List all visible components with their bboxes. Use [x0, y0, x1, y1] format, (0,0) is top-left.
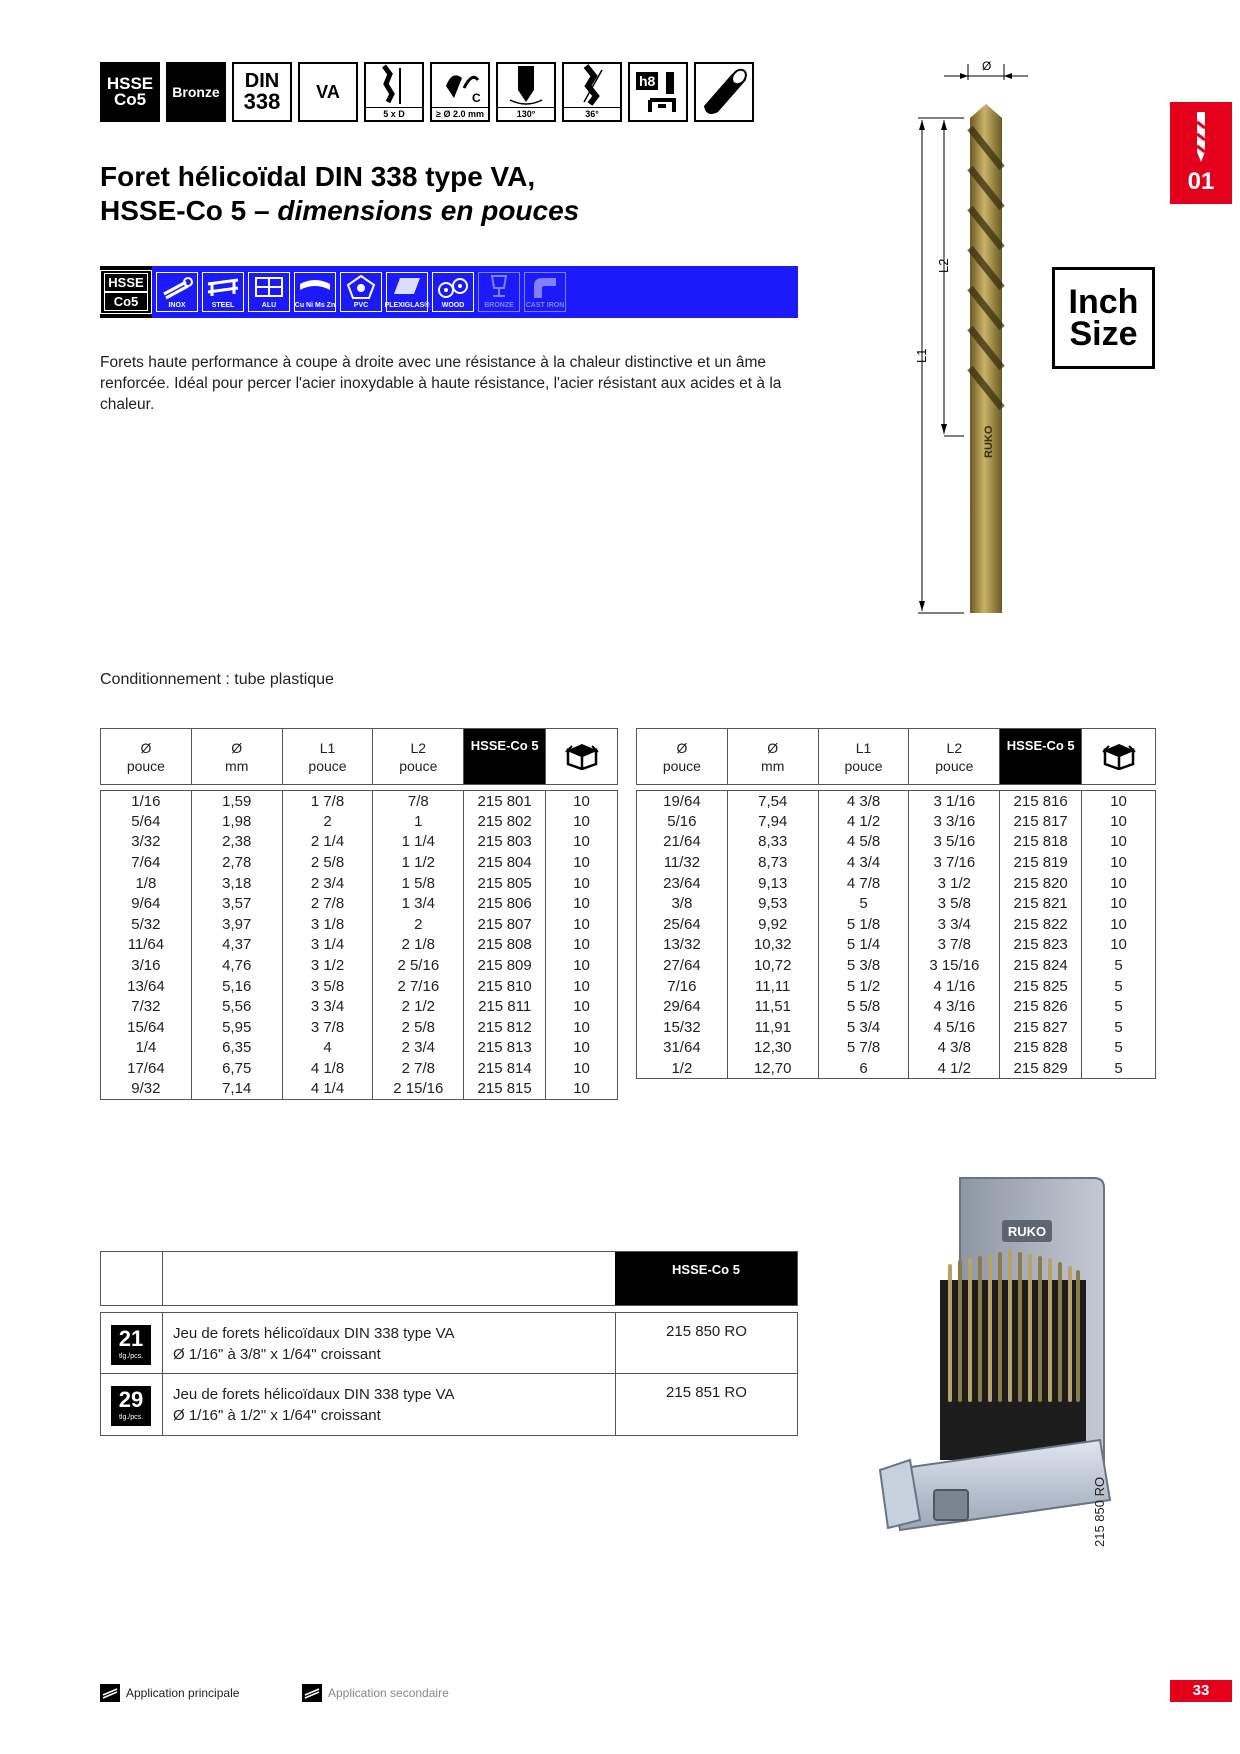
cell-l1: 2 3/4 [282, 873, 373, 894]
cell-dia-inch: 31/64 [637, 1038, 728, 1059]
table-row [101, 791, 618, 812]
cell-dia-mm: 7,94 [727, 811, 818, 832]
cell-article-no: 215 808 [464, 935, 546, 956]
cell-dia-mm: 12,70 [727, 1058, 818, 1079]
cell-pack-qty: 10 [1082, 914, 1156, 935]
cell-article-no: 215 813 [464, 1038, 546, 1059]
cell-dia-inch: 7/32 [101, 996, 192, 1017]
cell-dia-inch: 5/16 [637, 811, 728, 832]
table-row [101, 1058, 618, 1079]
cell-dia-inch: 11/64 [101, 935, 192, 956]
cell-dia-inch: 3/32 [101, 832, 192, 853]
cell-dia-inch: 1/2 [637, 1058, 728, 1079]
table-row [637, 1038, 1156, 1059]
cell-pack-qty: 10 [1082, 832, 1156, 853]
cell-l1: 4 5/8 [818, 832, 909, 853]
cell-dia-mm: 1,98 [191, 811, 282, 832]
pvc-icon [344, 274, 378, 300]
cell-pack-qty: 10 [546, 996, 618, 1017]
cell-pack-qty: 10 [546, 893, 618, 914]
cell-dia-inch: 15/32 [637, 1017, 728, 1038]
cell-l1: 3 1/4 [282, 935, 373, 956]
material-alu: ALU [248, 272, 290, 312]
cell-article-no: 215 821 [1000, 893, 1082, 914]
cell-pack-qty: 10 [546, 791, 618, 812]
cell-l2: 2 [373, 914, 464, 935]
table-row [637, 955, 1156, 976]
table-row [101, 893, 618, 914]
cell-pack-qty: 5 [1082, 1038, 1156, 1059]
table-row [637, 811, 1156, 832]
cell-l1: 2 7/8 [282, 893, 373, 914]
cell-pack-qty: 10 [546, 873, 618, 894]
cell-dia-inch: 7/16 [637, 976, 728, 997]
badge-hsse-co5: HSSE Co5 [100, 62, 160, 122]
cell-l1: 4 1/8 [282, 1058, 373, 1079]
material-nonferrous: Cu Ni Ms Zn [294, 272, 336, 312]
material-inox: INOX [156, 272, 198, 312]
inch-size-badge: Inch Size [1052, 267, 1155, 369]
cell-pack-qty: 10 [1082, 811, 1156, 832]
cell-l1: 3 5/8 [282, 976, 373, 997]
cell-dia-mm: 2,78 [191, 852, 282, 873]
badge-helix-angle: 36° [562, 62, 622, 122]
cell-l2: 4 3/8 [909, 1038, 1000, 1059]
cell-l1: 5 5/8 [818, 996, 909, 1017]
set-qty-badge: 29 tlg./pcs. [101, 1374, 163, 1435]
dimension-table-right [636, 728, 1156, 1079]
cell-dia-mm: 11,11 [727, 976, 818, 997]
cell-l2: 3 1/16 [909, 791, 1000, 812]
cell-l1: 4 3/8 [818, 791, 909, 812]
cell-l2: 2 15/16 [373, 1079, 464, 1100]
table-row [637, 1017, 1156, 1038]
badge-bronze: Bronze [166, 62, 226, 122]
cell-pack-qty: 10 [1082, 893, 1156, 914]
cell-dia-inch: 15/64 [101, 1017, 192, 1038]
cell-article-no: 215 814 [464, 1058, 546, 1079]
cell-l2: 1 1/4 [373, 832, 464, 853]
cell-dia-mm: 4,76 [191, 955, 282, 976]
cell-dia-mm: 3,18 [191, 873, 282, 894]
cell-l1: 5 1/4 [818, 935, 909, 956]
set-description: Jeu de forets hélicoïdaux DIN 338 type VA Ø 1/16" à 3/8" x 1/64" croissant [173, 1325, 455, 1363]
cell-dia-mm: 3,57 [191, 893, 282, 914]
cell-l2: 3 7/16 [909, 852, 1000, 873]
cell-dia-mm: 11,91 [727, 1017, 818, 1038]
cylindrical-shank-icon [696, 66, 752, 118]
col-l2: L2 pouce [373, 729, 464, 785]
cell-l1: 5 7/8 [818, 1038, 909, 1059]
cell-pack-qty: 10 [546, 852, 618, 873]
cell-dia-inch: 29/64 [637, 996, 728, 1017]
cell-article-no: 215 822 [1000, 914, 1082, 935]
cell-dia-mm: 2,38 [191, 832, 282, 853]
legend-primary-application: Application principale [100, 1684, 239, 1702]
cell-l1: 6 [818, 1058, 909, 1079]
table-row [101, 873, 618, 894]
cell-dia-inch: 21/64 [637, 832, 728, 853]
set-qty-badge: 21 tlg./pcs. [101, 1313, 163, 1373]
cell-pack-qty: 10 [1082, 873, 1156, 894]
section-tab: 01 [1170, 102, 1232, 204]
material-band-hsse-badge: HSSE Co5 [100, 266, 152, 318]
material-cast-iron: CAST IRON [524, 272, 566, 312]
table-row [637, 832, 1156, 853]
cell-l2: 3 1/2 [909, 873, 1000, 894]
wood-icon [436, 274, 470, 300]
cell-dia-inch: 23/64 [637, 873, 728, 894]
cast-iron-icon [528, 274, 562, 300]
cell-l1: 4 [282, 1038, 373, 1059]
set-article-code: 215 850 RO [615, 1313, 797, 1373]
drill-length-icon [366, 64, 422, 108]
table-row [101, 811, 618, 832]
cell-pack-qty: 10 [546, 955, 618, 976]
cell-l1: 3 3/4 [282, 996, 373, 1017]
cell-dia-inch: 1/16 [101, 791, 192, 812]
cell-pack-qty: 10 [1082, 791, 1156, 812]
self-centering-icon [432, 64, 488, 108]
cell-l1: 4 1/4 [282, 1079, 373, 1100]
cell-l2: 2 3/4 [373, 1038, 464, 1059]
cell-dia-mm: 5,56 [191, 996, 282, 1017]
cell-dia-mm: 12,30 [727, 1038, 818, 1059]
package-box-icon [564, 740, 600, 770]
product-image-code: 215 850 RO [1092, 1476, 1107, 1547]
cell-dia-mm: 8,33 [727, 832, 818, 853]
table-row [101, 955, 618, 976]
table-row [101, 996, 618, 1017]
set-description: Jeu de forets hélicoïdaux DIN 338 type VA Ø 1/16" à 1/2" x 1/64" croissant [173, 1386, 455, 1424]
cell-dia-mm: 6,35 [191, 1038, 282, 1059]
cell-dia-mm: 6,75 [191, 1058, 282, 1079]
cell-l1: 2 [282, 811, 373, 832]
col-l1: L1 pouce [818, 729, 909, 785]
cell-pack-qty: 5 [1082, 955, 1156, 976]
col-pack-qty [1082, 729, 1156, 785]
cell-dia-inch: 5/64 [101, 811, 192, 832]
cell-dia-mm: 7,54 [727, 791, 818, 812]
badge-point-angle: 130° [496, 62, 556, 122]
cell-pack-qty: 10 [1082, 852, 1156, 873]
steel-icon [206, 274, 240, 300]
badge-din338: DIN 338 [232, 62, 292, 122]
svg-text:L1: L1 [914, 348, 929, 363]
cell-l2: 3 5/16 [909, 832, 1000, 853]
cell-l2: 4 5/16 [909, 1017, 1000, 1038]
cell-pack-qty: 10 [546, 1017, 618, 1038]
col-material: HSSE-Co 5 [464, 729, 546, 785]
secondary-application-icon [302, 1684, 322, 1702]
cell-l1: 3 1/8 [282, 914, 373, 935]
drill-bit-icon [1170, 108, 1232, 168]
cell-article-no: 215 826 [1000, 996, 1082, 1017]
cell-l2: 3 3/4 [909, 914, 1000, 935]
cell-article-no: 215 816 [1000, 791, 1082, 812]
cell-dia-mm: 8,73 [727, 852, 818, 873]
badge-cylindrical-shank [694, 62, 754, 122]
svg-text:RUKO: RUKO [983, 425, 995, 458]
cell-dia-inch: 9/32 [101, 1079, 192, 1100]
table-row [101, 976, 618, 997]
cell-dia-inch: 13/32 [637, 935, 728, 956]
col-dia-mm: Ø mm [727, 729, 818, 785]
primary-application-icon [100, 1684, 120, 1702]
cell-dia-mm: 11,51 [727, 996, 818, 1017]
cell-pack-qty: 10 [546, 914, 618, 935]
table-row [637, 935, 1156, 956]
cell-dia-mm: 10,32 [727, 935, 818, 956]
cell-dia-mm: 7,14 [191, 1079, 282, 1100]
cell-dia-mm: 9,13 [727, 873, 818, 894]
table-row [101, 914, 618, 935]
cell-dia-mm: 9,53 [727, 893, 818, 914]
table-row [637, 996, 1156, 1017]
drill-set-case-image [860, 1170, 1120, 1550]
svg-text:Ø: Ø [982, 59, 992, 73]
table-row [637, 873, 1156, 894]
svg-text:C: C [472, 91, 481, 105]
cell-dia-mm: 5,16 [191, 976, 282, 997]
cell-dia-mm: 1,59 [191, 791, 282, 812]
cell-pack-qty: 10 [1082, 935, 1156, 956]
cell-dia-inch: 25/64 [637, 914, 728, 935]
cell-article-no: 215 809 [464, 955, 546, 976]
plexiglas-icon [390, 274, 424, 300]
cell-article-no: 215 804 [464, 852, 546, 873]
cell-l1: 5 3/4 [818, 1017, 909, 1038]
cell-pack-qty: 10 [546, 976, 618, 997]
cell-dia-mm: 4,37 [191, 935, 282, 956]
cell-l2: 4 1/2 [909, 1058, 1000, 1079]
cell-dia-inch: 9/64 [101, 893, 192, 914]
cell-dia-inch: 7/64 [101, 852, 192, 873]
point-angle-icon [498, 64, 554, 108]
cell-pack-qty: 5 [1082, 976, 1156, 997]
table-row [101, 1038, 618, 1059]
cell-l2: 4 1/16 [909, 976, 1000, 997]
badge-tolerance-h8: h8 [628, 62, 688, 122]
material-band [100, 266, 798, 318]
cell-article-no: 215 806 [464, 893, 546, 914]
cell-l2: 3 7/8 [909, 935, 1000, 956]
cell-l2: 2 5/8 [373, 1017, 464, 1038]
cell-l1: 5 1/2 [818, 976, 909, 997]
cell-pack-qty: 10 [546, 1038, 618, 1059]
cell-l2: 1 5/8 [373, 873, 464, 894]
table-row [637, 852, 1156, 873]
cell-article-no: 215 817 [1000, 811, 1082, 832]
cell-article-no: 215 824 [1000, 955, 1082, 976]
set-article-code: 215 851 RO [615, 1374, 797, 1435]
bronze-icon [482, 274, 516, 300]
material-steel: STEEL [202, 272, 244, 312]
cell-article-no: 215 819 [1000, 852, 1082, 873]
cell-article-no: 215 802 [464, 811, 546, 832]
cell-l2: 3 3/16 [909, 811, 1000, 832]
cell-dia-inch: 17/64 [101, 1058, 192, 1079]
cell-pack-qty: 10 [546, 811, 618, 832]
table-row [637, 791, 1156, 812]
cell-pack-qty: 10 [546, 935, 618, 956]
cell-l2: 1 [373, 811, 464, 832]
cell-dia-mm: 3,97 [191, 914, 282, 935]
svg-text:RUKO: RUKO [1007, 1224, 1047, 1239]
cell-article-no: 215 828 [1000, 1038, 1082, 1059]
cell-dia-inch: 1/8 [101, 873, 192, 894]
badge-centering: C ≥ Ø 2.0 mm [430, 62, 490, 122]
cell-article-no: 215 823 [1000, 935, 1082, 956]
sets-header-row [100, 1251, 798, 1306]
cell-l2: 4 3/16 [909, 996, 1000, 1017]
cell-l1: 5 [818, 893, 909, 914]
badge-type-va: VA [298, 62, 358, 122]
cell-article-no: 215 805 [464, 873, 546, 894]
cell-dia-inch: 19/64 [637, 791, 728, 812]
cell-l2: 2 7/8 [373, 1058, 464, 1079]
cell-pack-qty: 10 [546, 1079, 618, 1100]
set-row [100, 1374, 798, 1436]
set-row [100, 1312, 798, 1374]
material-wood: WOOD [432, 272, 474, 312]
page-title: Foret hélicoïdal DIN 338 type VA, HSSE-Co 5 – dimensions en pouces [100, 161, 580, 226]
product-description: Forets haute performance à coupe à droite avec une résistance à la chaleur distinctive et un âme renforcée. Idéal pour percer l'acier inoxydable à haute résistance, l'acier résistant aux acides et à la chaleur. [100, 354, 782, 413]
cell-l1: 1 7/8 [282, 791, 373, 812]
badge-length-ratio: 5 x D [364, 62, 424, 122]
cell-article-no: 215 815 [464, 1079, 546, 1100]
cell-l2: 2 5/16 [373, 955, 464, 976]
cell-l1: 4 1/2 [818, 811, 909, 832]
nonferrous-icon [298, 274, 332, 300]
cell-article-no: 215 803 [464, 832, 546, 853]
cell-pack-qty: 5 [1082, 1058, 1156, 1079]
cell-article-no: 215 829 [1000, 1058, 1082, 1079]
alu-icon [252, 274, 286, 300]
packaging-note: Conditionnement : tube plastique [100, 671, 334, 688]
cell-l2: 3 15/16 [909, 955, 1000, 976]
cell-l2: 2 1/8 [373, 935, 464, 956]
cell-article-no: 215 801 [464, 791, 546, 812]
cell-l2: 2 1/2 [373, 996, 464, 1017]
svg-text:L2: L2 [936, 258, 951, 273]
cell-l2: 3 5/8 [909, 893, 1000, 914]
sets-col-material: HSSE-Co 5 [615, 1252, 797, 1305]
cell-l1: 3 7/8 [282, 1017, 373, 1038]
col-dia-inch: Ø pouce [637, 729, 728, 785]
table-row [637, 976, 1156, 997]
legend-secondary-application: Application secondaire [302, 1684, 449, 1702]
cell-article-no: 215 811 [464, 996, 546, 1017]
cell-dia-mm: 9,92 [727, 914, 818, 935]
cell-l1: 2 5/8 [282, 852, 373, 873]
helix-angle-icon [564, 64, 620, 108]
col-material: HSSE-Co 5 [1000, 729, 1082, 785]
cell-pack-qty: 5 [1082, 1017, 1156, 1038]
cell-l1: 3 1/2 [282, 955, 373, 976]
cell-l2: 1 3/4 [373, 893, 464, 914]
dimension-table-left [100, 728, 618, 1100]
package-box-icon [1101, 740, 1137, 770]
cell-dia-inch: 5/32 [101, 914, 192, 935]
col-dia-inch: Ø pouce [101, 729, 192, 785]
cell-l1: 4 3/4 [818, 852, 909, 873]
table-row [101, 935, 618, 956]
cell-article-no: 215 818 [1000, 832, 1082, 853]
table-row [637, 914, 1156, 935]
cell-l2: 1 1/2 [373, 852, 464, 873]
cell-dia-inch: 3/16 [101, 955, 192, 976]
cell-pack-qty: 5 [1082, 996, 1156, 1017]
col-l1: L1 pouce [282, 729, 373, 785]
material-pvc: PVC [340, 272, 382, 312]
material-plexiglas: PLEXIGLAS® [386, 272, 428, 312]
cell-dia-inch: 1/4 [101, 1038, 192, 1059]
cell-pack-qty: 10 [546, 832, 618, 853]
table-row [637, 893, 1156, 914]
cell-article-no: 215 825 [1000, 976, 1082, 997]
cell-l1: 5 1/8 [818, 914, 909, 935]
cell-dia-mm: 10,72 [727, 955, 818, 976]
cell-article-no: 215 827 [1000, 1017, 1082, 1038]
cell-dia-inch: 3/8 [637, 893, 728, 914]
cell-article-no: 215 807 [464, 914, 546, 935]
cell-article-no: 215 810 [464, 976, 546, 997]
table-row [101, 1017, 618, 1038]
cell-l1: 4 7/8 [818, 873, 909, 894]
cell-l2: 7/8 [373, 791, 464, 812]
col-dia-mm: Ø mm [191, 729, 282, 785]
cell-l1: 5 3/8 [818, 955, 909, 976]
table-row [101, 852, 618, 873]
table-row [637, 1058, 1156, 1079]
table-row [101, 832, 618, 853]
cell-article-no: 215 812 [464, 1017, 546, 1038]
cell-dia-inch: 27/64 [637, 955, 728, 976]
inox-icon [160, 274, 194, 300]
cell-pack-qty: 10 [546, 1058, 618, 1079]
cell-l1: 2 1/4 [282, 832, 373, 853]
col-pack-qty [546, 729, 618, 785]
cell-l2: 2 7/16 [373, 976, 464, 997]
cell-article-no: 215 820 [1000, 873, 1082, 894]
material-bronze: BRONZE [478, 272, 520, 312]
cell-dia-mm: 5,95 [191, 1017, 282, 1038]
table-row [101, 1079, 618, 1100]
cell-dia-inch: 13/64 [101, 976, 192, 997]
cell-dia-inch: 11/32 [637, 852, 728, 873]
drill-sets-table [100, 1251, 798, 1436]
col-l2: L2 pouce [909, 729, 1000, 785]
page-number: 33 [1170, 1680, 1232, 1702]
